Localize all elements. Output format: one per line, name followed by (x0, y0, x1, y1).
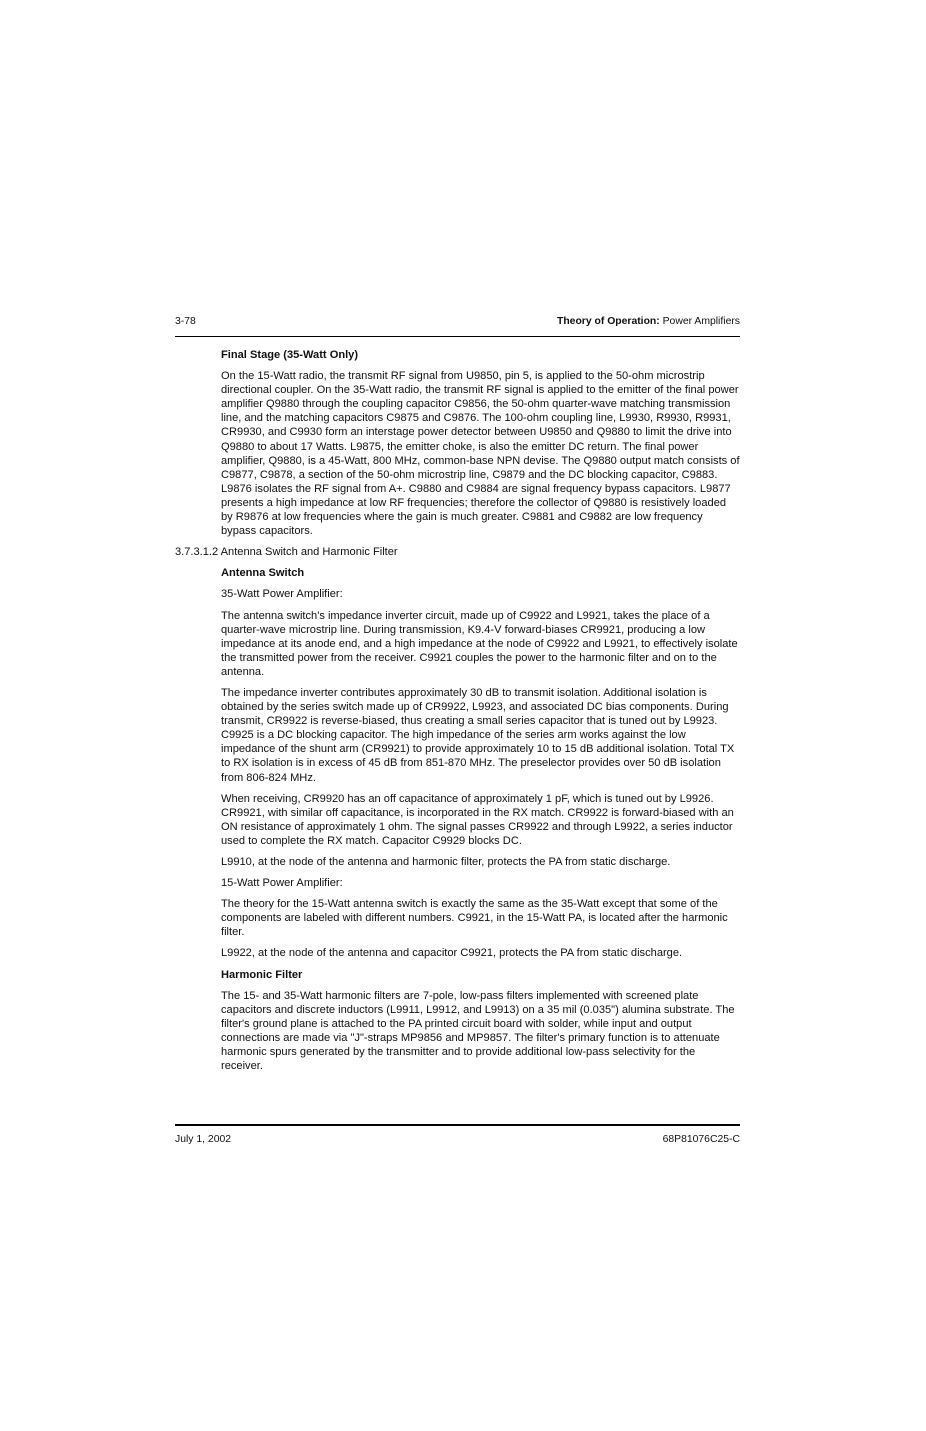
final-stage-paragraph: On the 15-Watt radio, the transmit RF signal from U9850, pin 5, is applied to the 50-ohm microstrip directional coupler. On the 35-Watt radio, the transmit RF signal is applied to the emitter of the final power amplifier Q9880 through the coupling capacitor C9856, the 50-ohm quarter-wave matching transmission line, and the matching capacitors C9875 and C9876. The 100-ohm coupling line, L9930, R9930, R9931, CR9930, and C9930 form an interstage power detector between U9850 and Q9880 to limit the drive into Q9880 to about 17 Watts. L9875, the emitter choke, is also the emitter DC return. The final power amplifier, Q9880, is a 45-Watt, 800 MHz, common-base NPN devise. The Q9880 output match consists of C9877, C9878, a section of the 50-ohm microstrip line, C9879 and the DC blocking capacitor, C9883. L9876 isolates the RF signal from A+. C9880 and C9884 are signal frequency bypass capacitors. L9877 presents a high impedance at low RF frequencies; therefore the collector of Q9880 is resistively loaded by R9876 at low frequencies where the gain is much greater. C9881 and C9882 are low frequency bypass capacitors. (221, 370, 740, 538)
page-header (175, 316, 740, 337)
final-stage-heading: Final Stage (35-Watt Only) (221, 349, 359, 361)
page-number: 3-78 (175, 316, 196, 327)
antenna-switch-paragraph-5: The theory for the 15-Watt antenna switch is exactly the same as the 35-Watt except that some of the components are labeled with different numbers. C9921, in the 15-Watt PA, is located after the harmonic filter. (221, 898, 728, 939)
harmonic-filter-paragraph: The 15- and 35-Watt harmonic filters are 7-pole, low-pass filters implemented with screened plate capacitors and discrete inductors (L9911, L9912, and L9913) on a 35 mil (0.035") alumina substrate. The filter's ground plane is attached to the PA printed circuit board with solder, while input and output connections are made via "J"-straps MP9856 and MP9857. The filter's primary function is to attenuate harmonic spurs generated by the transmitter and to provide additional low-pass selectivity for the receiver. (221, 989, 735, 1073)
running-title-rest: Power Amplifiers (659, 316, 740, 327)
footer-date: July 1, 2002 (175, 1134, 232, 1145)
subheading-35-watt: 35-Watt Power Amplifier: (221, 588, 343, 601)
page-body (175, 348, 740, 1080)
antenna-switch-paragraph-6: L9922, at the node of the antenna and capacitor C9921, protects the PA from static discharge. (221, 947, 683, 960)
running-title (557, 316, 740, 327)
harmonic-filter-heading: Harmonic Filter (221, 968, 303, 981)
section-title: 3.7.3.1.2 Antenna Switch and Harmonic Filter (175, 546, 398, 559)
antenna-switch-heading: Antenna Switch (221, 567, 305, 580)
antenna-switch-paragraph-4: L9910, at the node of the antenna and harmonic filter, protects the PA from static discharge. (221, 856, 671, 868)
subheading-15-watt: 15-Watt Power Amplifier: (221, 877, 343, 890)
page-footer (175, 1124, 740, 1156)
antenna-switch-paragraph-2: The impedance inverter contributes approximately 30 dB to transmit isolation. Additional isolation is obtained by the series switch made up of CR9922, L9923, and associated DC bias components. During transmit, CR9922 is reverse-biased, thus creating a small series capacitor that is tuned out by L9923. C9925 is a DC blocking capacitor. The high impedance of the series arm works against the low impedance of the shunt arm (CR9921) to provide approximately 10 to 15 dB additional isolation. Total TX to RX isolation is in excess of 45 dB from 851-870 MHz. The preselector provides over 50 dB isolation from 806-824 MHz. (221, 686, 735, 784)
running-title-bold: Theory of Operation: (556, 316, 660, 327)
document-number: 68P81076C25-C (662, 1134, 740, 1145)
antenna-switch-paragraph-3: When receiving, CR9920 has an off capacitance of approximately 1 pF, which is tuned out by L9926. CR9921, with similar off capacitance, is incorporated in the RX match. CR9922 is forward-biased with an ON resistance of approximately 1 ohm. The signal passes CR9922 and through L9922, a series inductor used to complete the RX match. Capacitor C9929 blocks DC. (221, 792, 734, 847)
antenna-switch-paragraph-1: The antenna switch's impedance inverter circuit, made up of C9922 and L9921, takes the place of a quarter-wave microstrip line. During transmission, K9.4-V forward-biases CR9921, producing a low impedance at its anode end, and a high impedance at the node of C9922 and L9921, to effectively isolate the transmitted power from the receiver. C9921 couples the power to the harmonic filter and on to the antenna. (221, 609, 738, 678)
